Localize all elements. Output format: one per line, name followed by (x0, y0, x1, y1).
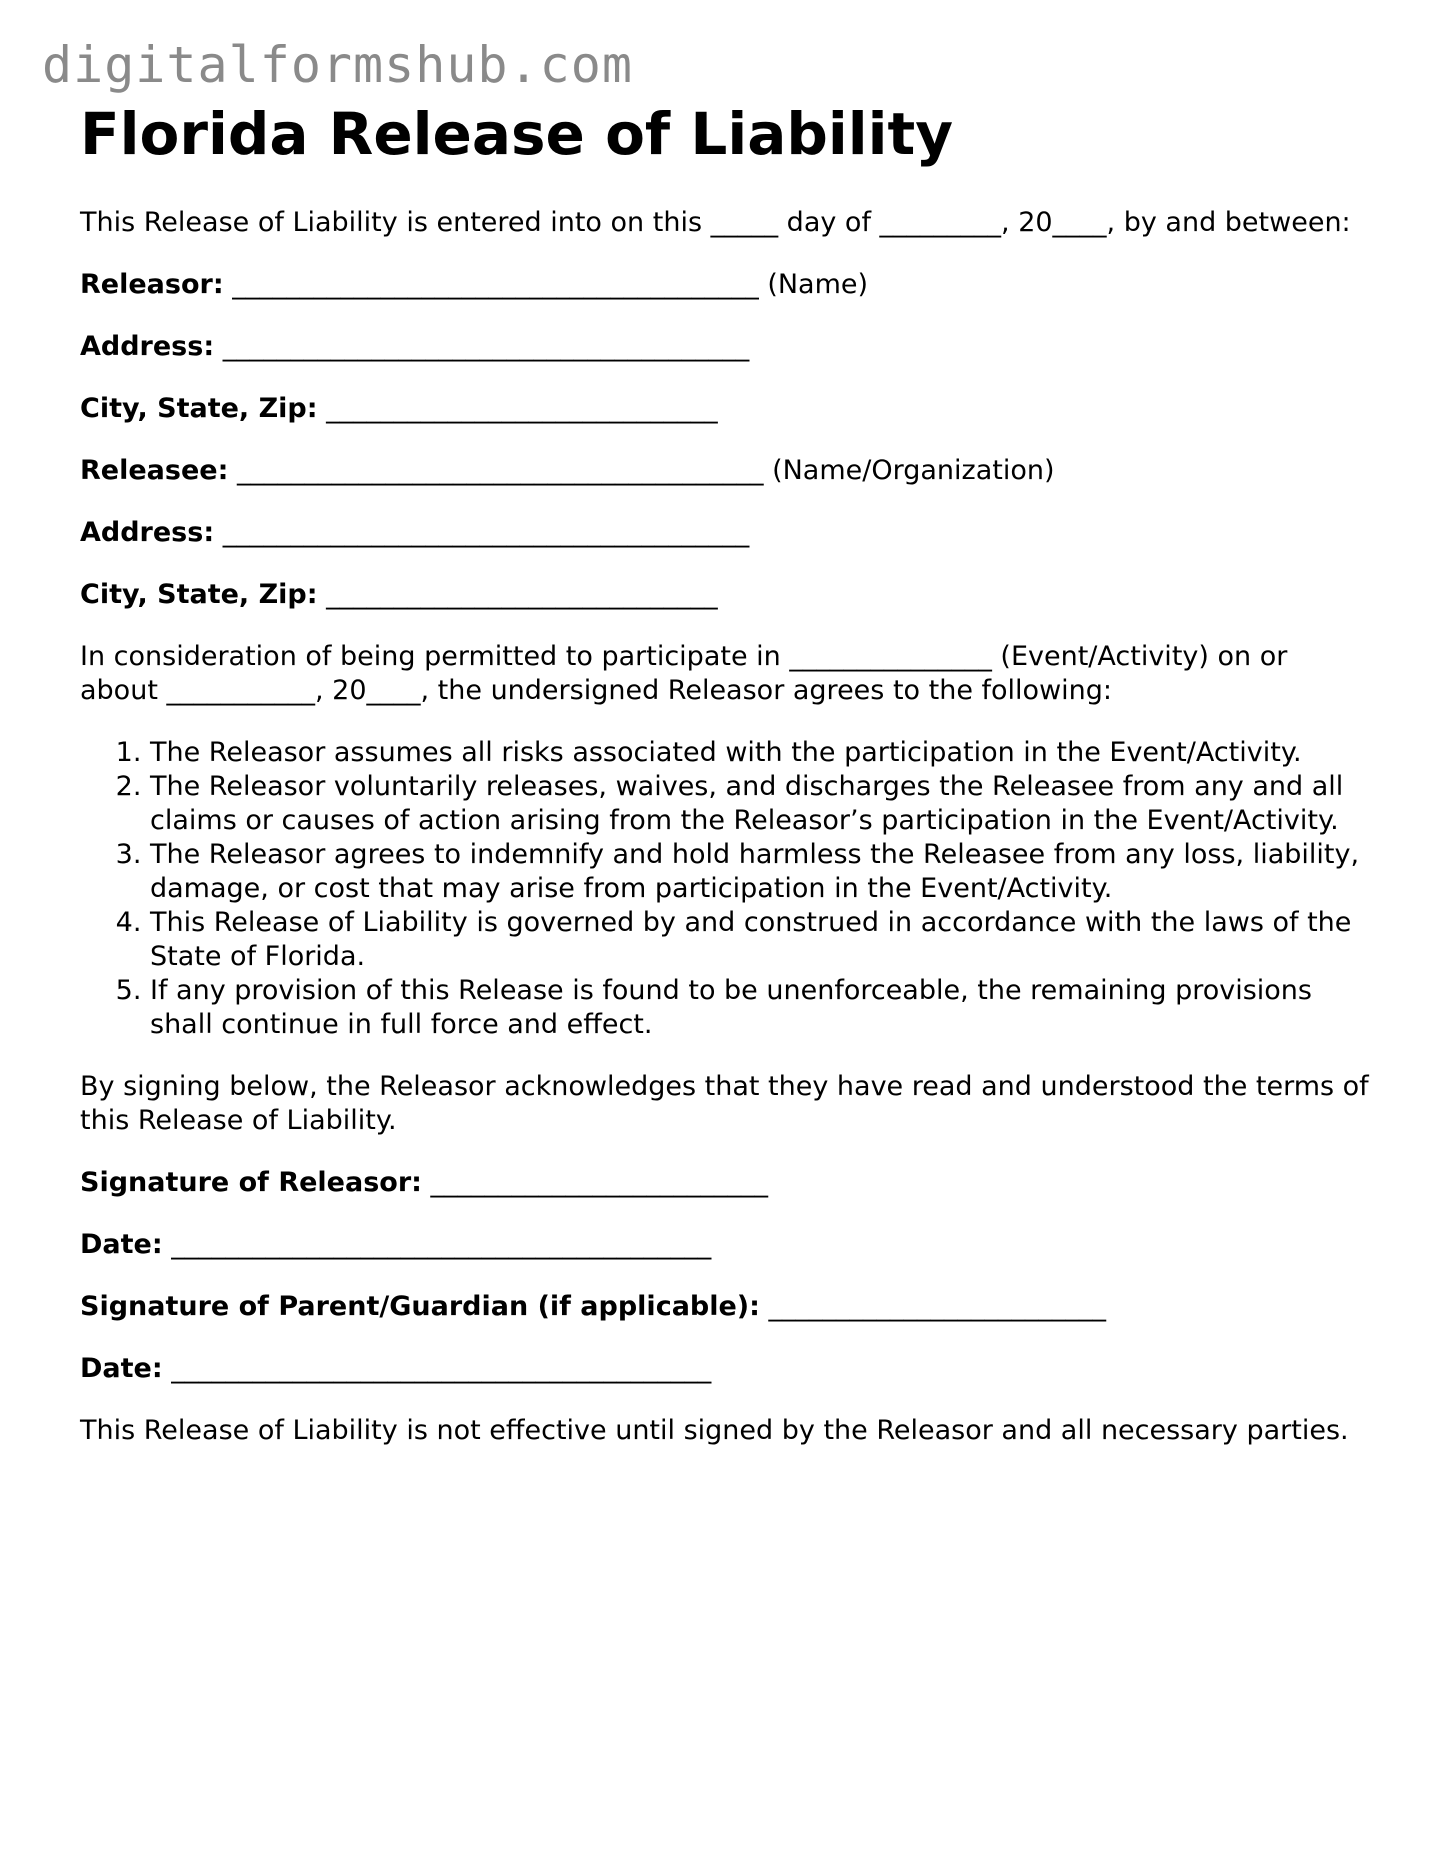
acknowledgment-paragraph: By signing below, the Releasor acknowledges that they have read and understood the terms of this Release of Liability. (80, 1070, 1369, 1136)
releasor-date-label: Date: (80, 1228, 163, 1260)
releasor-city-field (80, 392, 1370, 426)
guardian-signature-blank[interactable]: _________________________ (768, 1290, 1107, 1322)
releasee-suffix: (Name/Organization) (772, 454, 1055, 486)
guardian-signature-label: Signature of Parent/Guardian (if applicable): (80, 1290, 760, 1322)
releasor-address-label: Address: (80, 330, 215, 362)
guardian-date-label: Date: (80, 1352, 163, 1384)
releasor-label: Releasor: (80, 268, 224, 300)
guardian-date-field (80, 1352, 1370, 1386)
releasor-date-field (80, 1228, 1370, 1262)
releasor-blank[interactable]: _______________________________________ (232, 268, 759, 300)
releasor-city-label: City, State, Zip: (80, 392, 318, 424)
releasee-address-field (80, 516, 1370, 550)
releasor-field (80, 268, 1370, 302)
releasee-blank[interactable]: _______________________________________ (236, 454, 764, 486)
releasee-label: Releasee: (80, 454, 229, 486)
releasee-field (80, 454, 1370, 488)
releasee-city-field (80, 578, 1370, 612)
releasor-city-blank[interactable]: _____________________________ (326, 392, 718, 424)
guardian-date-blank[interactable]: ________________________________________ (171, 1352, 712, 1384)
term-item: 2. The Releasor voluntarily releases, waives, and discharges the Releasee from any and all claims or causes of action arising from the Releasor’s participation in the Event/Activity. (150, 770, 1370, 838)
releasee-city-blank[interactable]: _____________________________ (326, 578, 718, 610)
closing-paragraph: This Release of Liability is not effective until signed by the Releasor and all necessary parties. (80, 1414, 1349, 1446)
watermark: digitalformshub.com (42, 36, 633, 94)
releasee-city-label: City, State, Zip: (80, 578, 318, 610)
releasor-signature-field (80, 1166, 1370, 1200)
releasee-address-label: Address: (80, 516, 215, 548)
releasor-address-field (80, 330, 1370, 364)
releasor-suffix: (Name) (767, 268, 869, 300)
intro-paragraph: This Release of Liability is entered into on this _____ day of _________, 20____, by and between: (80, 206, 1351, 238)
guardian-signature-field (80, 1290, 1370, 1324)
document-title: Florida Release of Liability (80, 100, 954, 168)
document-page (80, 100, 1370, 1476)
consideration-paragraph: In consideration of being permitted to participate in _______________ (Event/Activity) on or about ___________, 20____, the undersigned Releasor agrees to the following: (80, 640, 1288, 706)
releasee-address-blank[interactable]: _______________________________________ (222, 516, 750, 548)
term-item: 4. This Release of Liability is governed by and construed in accordance with the laws of the State of Florida. (150, 906, 1370, 974)
releasor-signature-blank[interactable]: _________________________ (430, 1166, 769, 1198)
term-item: 3. The Releasor agrees to indemnify and hold harmless the Releasee from any loss, liability, damage, or cost that may arise from participation in the Event/Activity. (150, 838, 1370, 906)
releasor-address-blank[interactable]: _______________________________________ (222, 330, 750, 362)
term-item: 5. If any provision of this Release is found to be unenforceable, the remaining provisions shall continue in full force and effect. (150, 974, 1370, 1042)
releasor-date-blank[interactable]: ________________________________________ (171, 1228, 712, 1260)
releasor-signature-label: Signature of Releasor: (80, 1166, 422, 1198)
term-item: 1. The Releasor assumes all risks associated with the participation in the Event/Activity. (150, 736, 1370, 770)
terms-list (80, 736, 1370, 1042)
